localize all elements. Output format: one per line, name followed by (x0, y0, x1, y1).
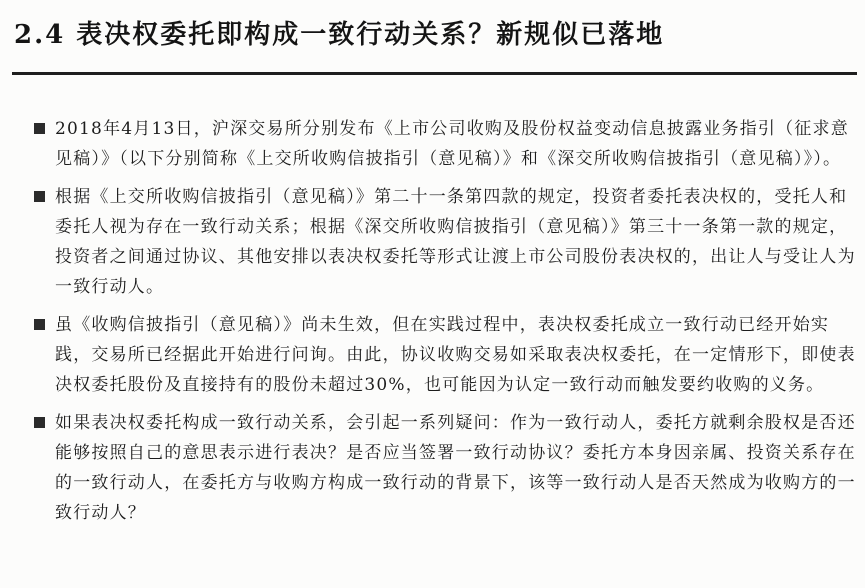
bullet-text: 根据《上交所收购信披指引（意见稿）》第二十一条第四款的规定，投资者委托表决权的，受托人和委托人视为存在一致行动关系；根据《深交所收购信披指引（意见稿）》第三十一条第一款的规定，投资者之间通过协议、其他安排以表决权委托等形式让渡上市公司股份表决权的，出让人与受让人为一致行动人。 (55, 187, 856, 297)
square-bullet-icon (34, 191, 45, 202)
square-bullet-icon (34, 123, 45, 134)
square-bullet-icon (34, 319, 45, 330)
bullet-text: 2018年4月13日，沪深交易所分别发布《上市公司收购及股份权益变动信息披露业务指引（征求意见稿）》（以下分别简称《上交所收购信披指引（意见稿）》和《深交所收购信披指引（意见稿）》）。 (55, 119, 849, 169)
bullet-text: 如果表决权委托构成一致行动关系，会引起一系列疑问：作为一致行动人，委托方就剩余股权是否还能够按照自己的意思表示进行表决？是否应当签署一致行动协议？委托方本身因亲属、投资关系存在的一致行动人，在委托方与收购方构成一致行动的背景下，该等一致行动人是否天然成为收购方的一致行动人？ (55, 413, 856, 523)
bullet-text: 虽《收购信披指引（意见稿）》尚未生效，但在实践过程中，表决权委托成立一致行动已经开始实践，交易所已经据此开始进行问询。由此，协议收购交易如采取表决权委托，在一定情形下，即使表决权委托股份及直接持有的股份未超过30%，也可能因为认定一致行动而触发要约收购的义务。 (55, 315, 856, 395)
bullet-list (30, 114, 856, 536)
square-bullet-icon (34, 417, 45, 428)
bullet-item (30, 310, 856, 400)
bullet-item (30, 182, 856, 302)
bullet-item (30, 408, 856, 528)
title-underline (12, 72, 857, 75)
bullet-item (30, 114, 856, 174)
section-title: 2.4 表决权委托即构成一致行动关系？新规似已落地 (14, 20, 665, 50)
